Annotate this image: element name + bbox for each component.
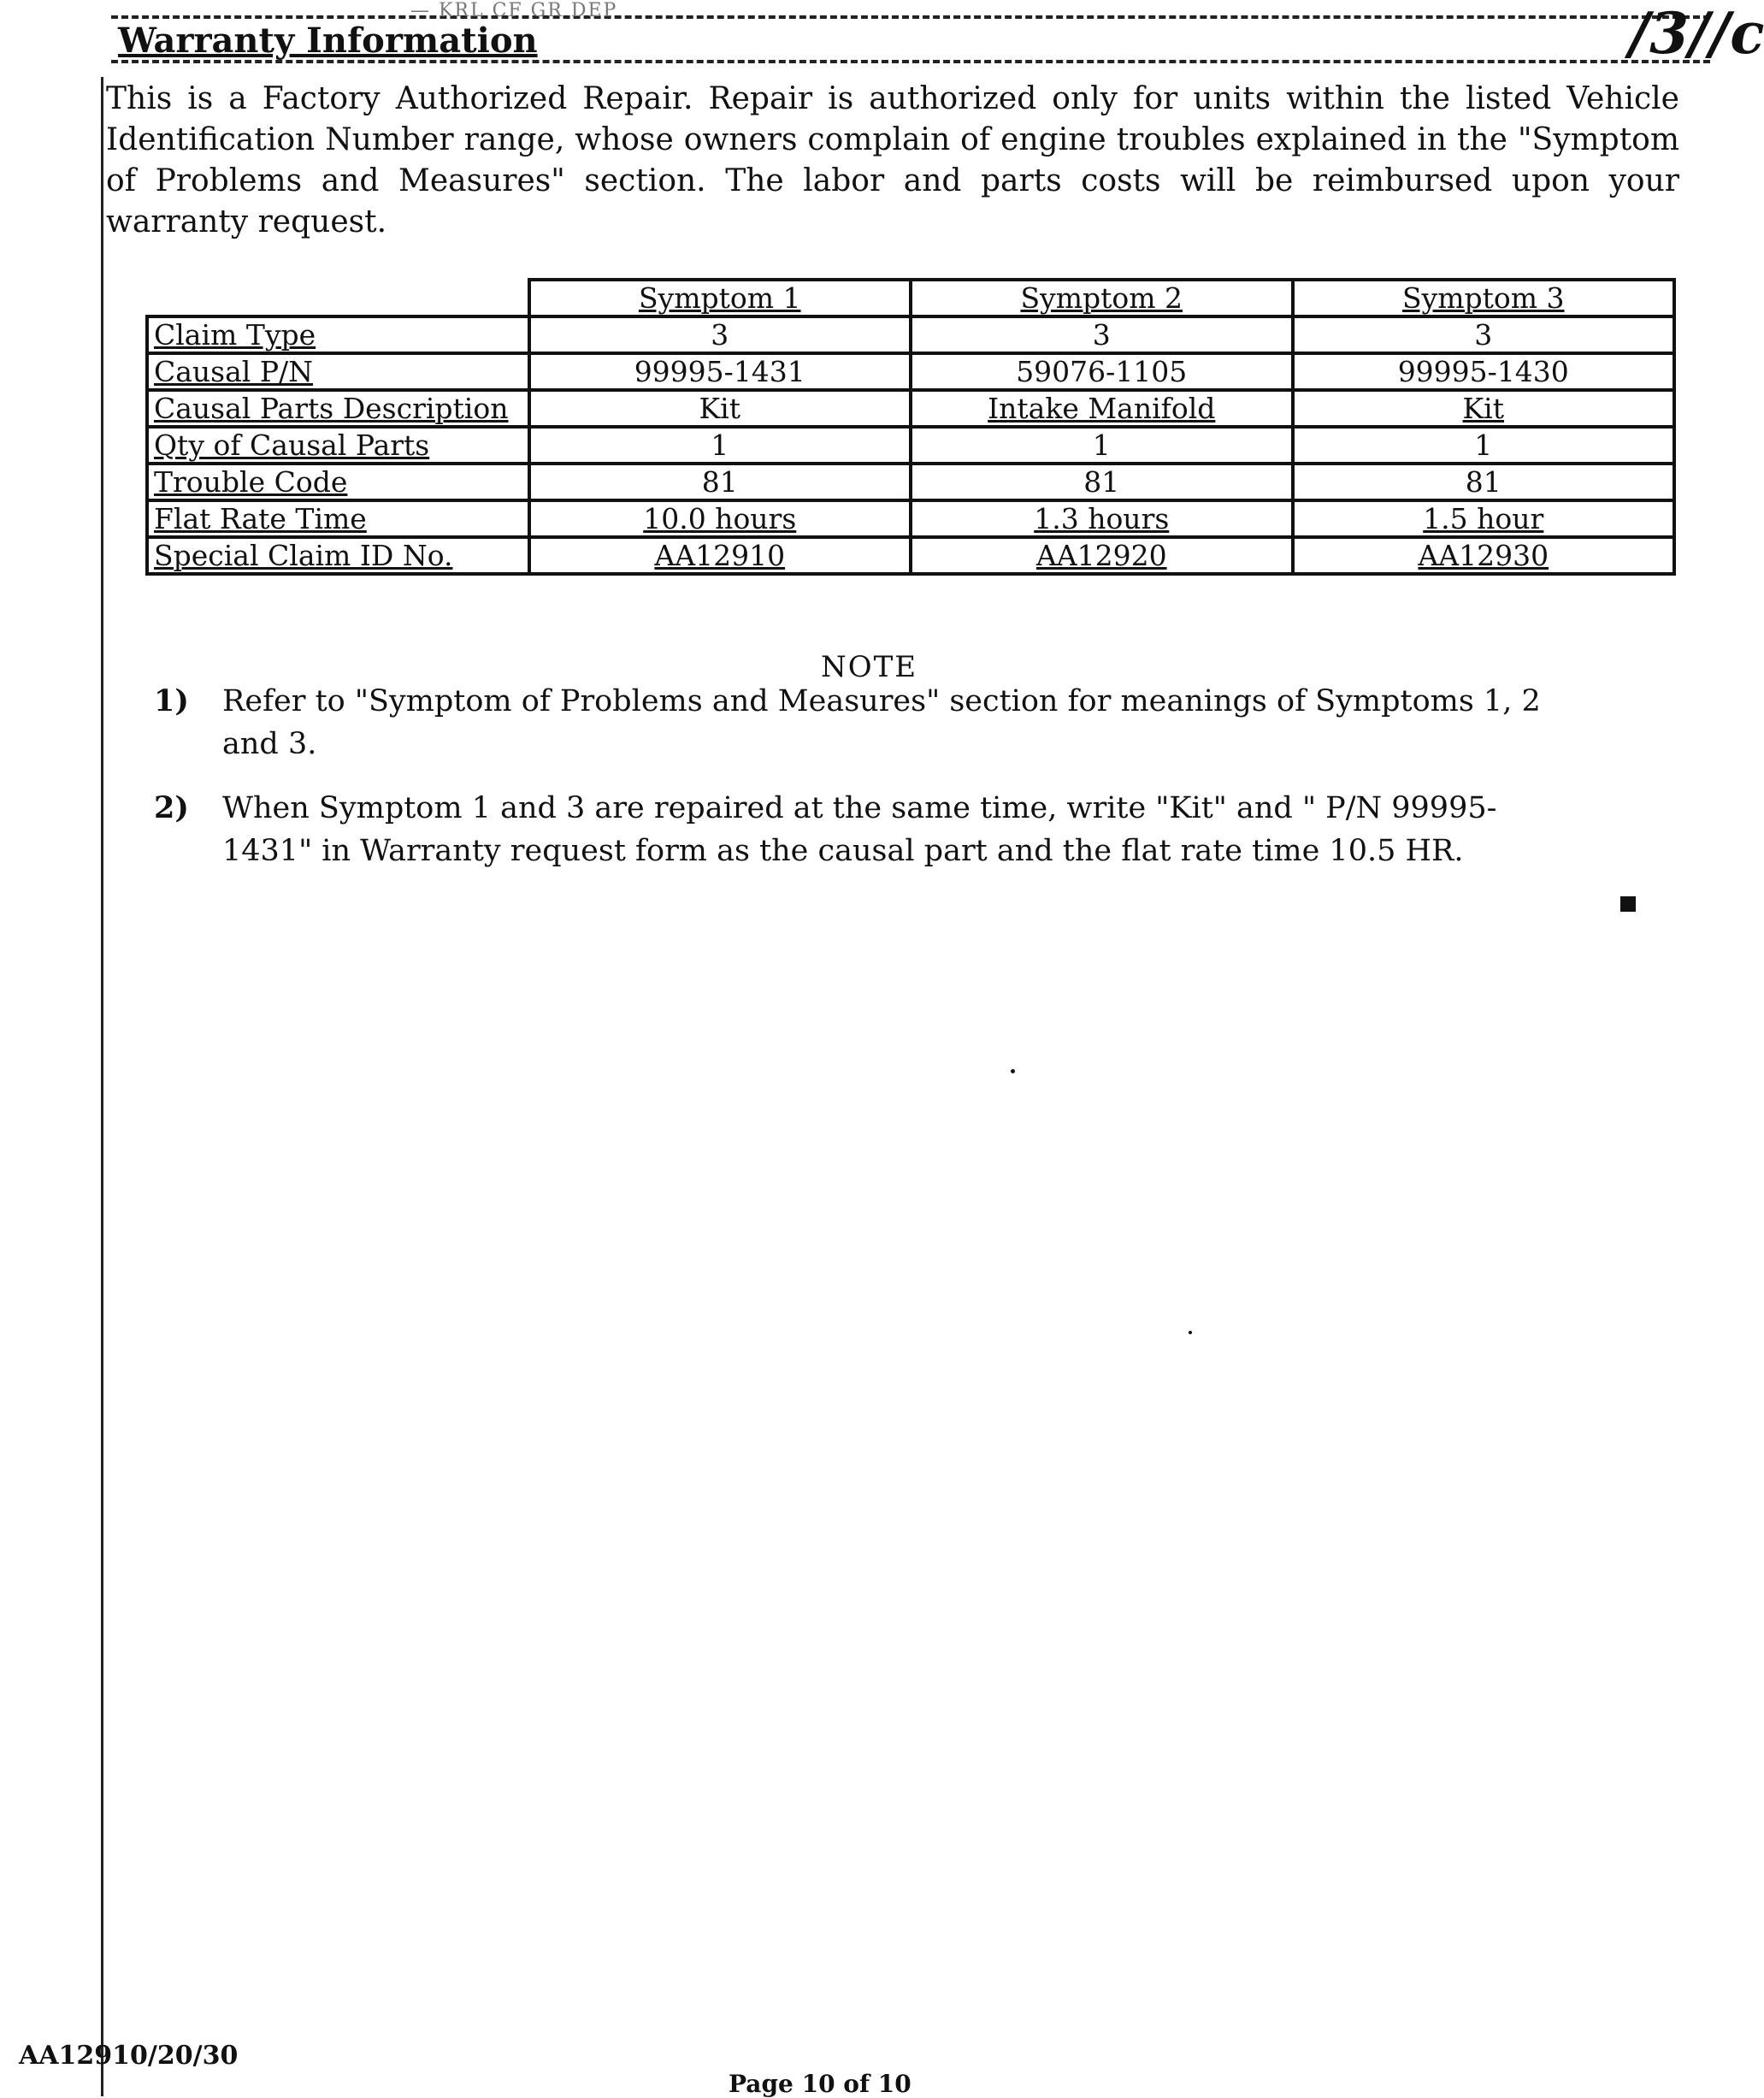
left-margin-line xyxy=(101,77,103,2096)
footer-document-id: AA12910/20/30 xyxy=(19,2041,239,2071)
note-item-2 xyxy=(154,787,1573,881)
cell-value: 1.5 hour xyxy=(1293,500,1675,537)
top-header-text: — KRL CF GR DEP xyxy=(410,0,618,21)
table-row-qty-of-causal-parts xyxy=(147,427,1674,464)
note-number: 2) xyxy=(154,790,189,825)
note-item-1 xyxy=(154,680,1573,765)
cell-value: 3 xyxy=(529,316,911,353)
row-label: Causal P/N xyxy=(147,353,529,390)
cell-value: 1 xyxy=(911,427,1293,464)
note-text: When Symptom 1 and 3 are repaired at the same time, write "Kit" and " P/N 99995-1431" in Warranty request form as the causal part and the flat rate time 10.5 HR. xyxy=(222,791,1497,868)
table-row-causal-pn xyxy=(147,353,1674,390)
cell-value: 81 xyxy=(911,464,1293,500)
row-label: Special Claim ID No. xyxy=(147,537,529,574)
cell-value: 1 xyxy=(529,427,911,464)
note-number: 1) xyxy=(154,683,189,718)
section-title: Warranty Information xyxy=(118,21,538,61)
top-dashed-rule xyxy=(111,15,1710,19)
column-header-symptom-3: Symptom 3 xyxy=(1293,280,1675,316)
speck-icon xyxy=(1189,1331,1192,1334)
row-label: Trouble Code xyxy=(147,464,529,500)
row-label: Flat Rate Time xyxy=(147,500,529,537)
cell-value: 99995-1430 xyxy=(1293,353,1675,390)
cell-value: 99995-1431 xyxy=(529,353,911,390)
end-mark-icon xyxy=(1620,896,1636,912)
intro-paragraph: This is a Factory Authorized Repair. Repair is authorized only for units within the listed Vehicle Identification Number range, whose owners complain of engine troubles explained in the "Symptom of Problems and Measures" section. The labor and parts costs will be reimbursed upon your warranty request. xyxy=(106,81,1679,239)
cell-value: 59076-1105 xyxy=(911,353,1293,390)
title-dashed-rule xyxy=(111,60,1710,63)
cell-value: AA12920 xyxy=(911,537,1293,574)
cell-value: AA12930 xyxy=(1293,537,1675,574)
cell-value: Intake Manifold xyxy=(911,390,1293,427)
table-corner-cell xyxy=(147,280,529,316)
cell-value: 10.0 hours xyxy=(529,500,911,537)
row-label: Claim Type xyxy=(147,316,529,353)
cell-value: 3 xyxy=(911,316,1293,353)
table-row-trouble-code xyxy=(147,464,1674,500)
row-label: Qty of Causal Parts xyxy=(147,427,529,464)
cell-value: Kit xyxy=(529,390,911,427)
cell-value: 1 xyxy=(1293,427,1675,464)
cell-value: Kit xyxy=(1293,390,1675,427)
table-row-special-claim-id xyxy=(147,537,1674,574)
cell-value: 81 xyxy=(529,464,911,500)
note-title: NOTE xyxy=(821,650,918,684)
cell-value: 81 xyxy=(1293,464,1675,500)
cell-value: AA12910 xyxy=(529,537,911,574)
cell-value: 3 xyxy=(1293,316,1675,353)
corner-handwritten-mark: /3//c xyxy=(1629,0,1764,67)
table-row-causal-parts-description xyxy=(147,390,1674,427)
table-row-claim-type xyxy=(147,316,1674,353)
table-row-flat-rate-time xyxy=(147,500,1674,537)
claim-table xyxy=(145,278,1676,576)
column-header-symptom-1: Symptom 1 xyxy=(529,280,911,316)
table-header-row xyxy=(147,280,1674,316)
footer-page-number: Page 10 of 10 xyxy=(729,2070,911,2098)
cell-value: 1.3 hours xyxy=(911,500,1293,537)
speck-icon xyxy=(1011,1069,1015,1073)
column-header-symptom-2: Symptom 2 xyxy=(911,280,1293,316)
note-text: Refer to "Symptom of Problems and Measures" section for meanings of Symptoms 1, 2 and 3. xyxy=(222,684,1541,761)
row-label: Causal Parts Description xyxy=(147,390,529,427)
